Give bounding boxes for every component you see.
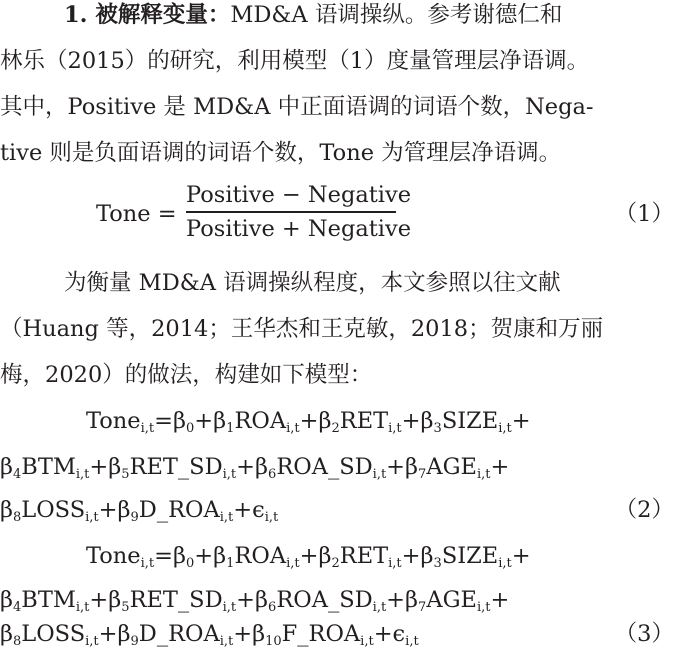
section-heading: 1. 被解释变量： <box>64 2 231 28</box>
equation2-line2: $\beta_4BTM_{i,t}+\beta_5RET\_SD_{i,t}+\beta_6ROA\_SD_{i,t}+\beta_7AGE_{i,t}+$ <box>0 454 510 482</box>
equation1-number: （1） <box>614 201 674 227</box>
para2-line3: 梅，2020）的做法，构建如下模型： <box>0 362 373 388</box>
fraction-bar <box>186 211 396 213</box>
para1-line3: 其中，Positive 是 MD&A 中正面语调的词语个数，Nega- <box>0 94 594 120</box>
para2-line1: 为衡量 MD&A 语调操纵程度，本文参照以往文献 <box>64 270 561 296</box>
equation3-number: （3） <box>614 621 674 647</box>
equation1-numerator: Positive − Negative <box>186 182 412 208</box>
para1-line1: 1. 被解释变量：MD&A 语调操纵。参考谢德仁和 <box>64 2 563 28</box>
equation3-line1: $Tone_{i,t}=\beta_0+\beta_1ROA_{i,t}+\beta_2RET_{i,t}+\beta_3SIZE_{i,t}+$ <box>86 543 531 571</box>
equation2-line1: $Tone_{i,t}=\beta_0+\beta_1ROA_{i,t}+\beta_2RET_{i,t}+\beta_3SIZE_{i,t}+$ <box>86 408 531 436</box>
equation1-fraction <box>186 181 412 243</box>
equation3-line2: $\beta_4BTM_{i,t}+\beta_5RET\_SD_{i,t}+\beta_6ROA\_SD_{i,t}+\beta_7AGE_{i,t}+$ <box>0 587 510 615</box>
equation2-number: （2） <box>614 497 674 523</box>
equation3-line3: $\beta_8LOSS_{i,t}+\beta_9D\_ROA_{i,t}+\beta_{10}F\_ROA_{i,t}+\epsilon_{i,t}$ <box>0 621 419 649</box>
equation1-lhs: Tone = <box>96 201 177 227</box>
para1-line2: 林乐（2015）的研究，利用模型（1）度量管理层净语调。 <box>0 48 590 74</box>
para2-line2: （Huang 等，2014；王华杰和王克敏，2018；贺康和万丽 <box>0 316 604 342</box>
para1-line4: tive 则是负面语调的词语个数，Tone 为管理层净语调。 <box>0 140 562 166</box>
equation1-denominator: Positive + Negative <box>186 215 412 242</box>
equation2-line3: $\beta_8LOSS_{i,t}+\beta_9D\_ROA_{i,t}+\epsilon_{i,t}$ <box>0 497 279 525</box>
